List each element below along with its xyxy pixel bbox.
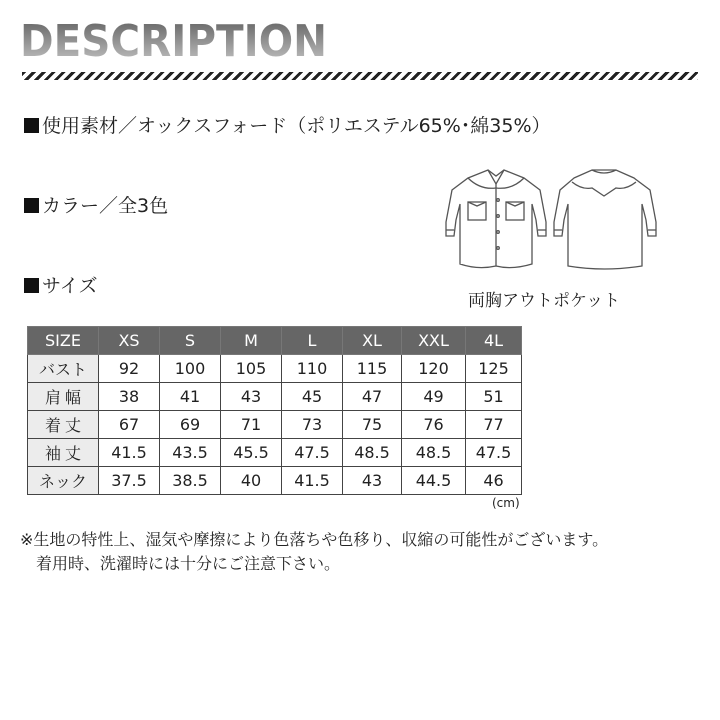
illustration-caption: 両胸アウトポケット: [468, 291, 621, 311]
table-cell: 41.5: [99, 439, 160, 467]
size-heading-text: サイズ: [42, 275, 98, 297]
table-cell: 41.5: [282, 467, 343, 495]
table-cell: 45: [282, 383, 343, 411]
table-cell: 43: [221, 383, 282, 411]
table-cell: 47.5: [466, 439, 522, 467]
size-header-xxl: XXL: [402, 327, 466, 355]
table-cell: 45.5: [221, 439, 282, 467]
size-header-xl: XL: [343, 327, 402, 355]
material-text: 使用素材／オックスフォード（ポリエステル65%･綿35%）: [42, 115, 551, 137]
table-row: [28, 439, 522, 467]
table-cell: 100: [160, 355, 221, 383]
table-row: [28, 383, 522, 411]
table-cell: 77: [466, 411, 522, 439]
table-cell: 47: [343, 383, 402, 411]
size-table: [27, 326, 522, 495]
row-label-bust: バスト: [28, 355, 99, 383]
table-cell: 75: [343, 411, 402, 439]
unit-note: (cm): [492, 496, 520, 510]
table-cell: 47.5: [282, 439, 343, 467]
size-heading: [24, 274, 97, 298]
table-cell: 120: [402, 355, 466, 383]
row-label-sleeve: 袖丈: [28, 439, 99, 467]
table-cell: 76: [402, 411, 466, 439]
table-row: [28, 467, 522, 495]
bullet-square-icon: [24, 198, 39, 213]
care-notice-line-1: ※生地の特性上、湿気や摩擦により色落ちや色移り、収縮の可能性がございます。: [20, 530, 609, 549]
page-title: DESCRIPTION: [20, 14, 327, 70]
table-cell: 69: [160, 411, 221, 439]
table-cell: 110: [282, 355, 343, 383]
shirt-front-icon: [446, 170, 546, 268]
row-label-shoulder: 肩幅: [28, 383, 99, 411]
row-label-neck: ネック: [28, 467, 99, 495]
care-notice-line-2: 着用時、洗濯時には十分にご注意下さい。: [36, 554, 341, 573]
table-cell: 37.5: [99, 467, 160, 495]
table-cell: 38.5: [160, 467, 221, 495]
bullet-square-icon: [24, 278, 39, 293]
row-label-length: 着丈: [28, 411, 99, 439]
table-cell: 43: [343, 467, 402, 495]
color-spec: [24, 194, 168, 218]
table-cell: 44.5: [402, 467, 466, 495]
table-cell: 48.5: [402, 439, 466, 467]
table-cell: 115: [343, 355, 402, 383]
table-cell: 38: [99, 383, 160, 411]
table-cell: 48.5: [343, 439, 402, 467]
table-cell: 73: [282, 411, 343, 439]
table-cell: 46: [466, 467, 522, 495]
table-cell: 51: [466, 383, 522, 411]
table-cell: 49: [402, 383, 466, 411]
shirt-back-icon: [554, 170, 656, 269]
bullet-square-icon: [24, 118, 39, 133]
table-row: [28, 411, 522, 439]
size-header-s: S: [160, 327, 221, 355]
table-cell: 43.5: [160, 439, 221, 467]
size-corner-cell: SIZE: [28, 327, 99, 355]
material-spec: [24, 114, 551, 138]
table-cell: 125: [466, 355, 522, 383]
size-header-m: M: [221, 327, 282, 355]
striped-divider: [22, 72, 698, 80]
size-header-4l: 4L: [466, 327, 522, 355]
table-cell: 40: [221, 467, 282, 495]
size-header-row: [28, 327, 522, 355]
color-text: カラー／全3色: [42, 195, 169, 217]
size-header-l: L: [282, 327, 343, 355]
table-cell: 92: [99, 355, 160, 383]
table-cell: 41: [160, 383, 221, 411]
table-cell: 71: [221, 411, 282, 439]
table-cell: 105: [221, 355, 282, 383]
size-header-xs: XS: [99, 327, 160, 355]
table-row: [28, 355, 522, 383]
table-cell: 67: [99, 411, 160, 439]
